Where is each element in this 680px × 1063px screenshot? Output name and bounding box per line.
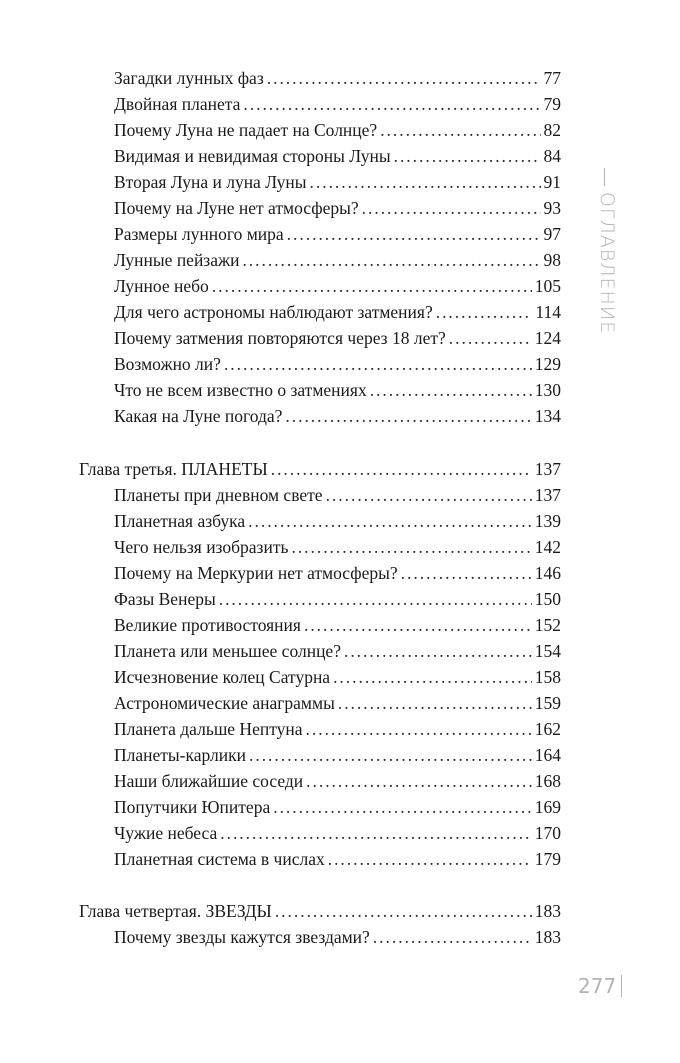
- toc-entry-page: 142: [534, 537, 561, 557]
- toc-entry-title: Планеты-карлики: [114, 745, 246, 765]
- toc-entry[interactable]: [114, 717, 561, 741]
- dot-leader: [219, 587, 532, 611]
- toc-entry[interactable]: [114, 483, 561, 507]
- toc-entry-title: Размеры лунного мира: [114, 224, 284, 244]
- toc-entry-title: Лунные пейзажи: [114, 250, 240, 270]
- toc-entry-title: Возможно ли?: [114, 354, 221, 374]
- toc-entry-page: 97: [543, 224, 561, 244]
- toc-entry-title: Видимая и невидимая стороны Луны: [114, 146, 391, 166]
- toc-entry[interactable]: [114, 743, 561, 767]
- dot-leader: [304, 613, 532, 637]
- toc-entry-title: Планетная система в числах: [114, 849, 325, 869]
- toc-entry[interactable]: [114, 92, 561, 116]
- toc-entry[interactable]: [114, 196, 561, 220]
- toc-entry-title: Планетная азбука: [114, 511, 246, 531]
- page-number-rule: [621, 975, 622, 997]
- toc-chapter[interactable]: [79, 899, 561, 923]
- dot-leader: [248, 509, 532, 533]
- toc-entry-title: Лунное небо: [114, 276, 209, 296]
- toc-entry-title: Для чего астрономы наблюдают затмения?: [114, 302, 433, 322]
- toc-entry-page: 77: [543, 68, 561, 88]
- dot-leader: [449, 326, 532, 350]
- dot-leader: [380, 118, 540, 142]
- toc-entry[interactable]: [114, 222, 561, 246]
- toc-entry-title: Исчезновение колец Сатурна: [114, 667, 331, 687]
- toc-entry[interactable]: [114, 925, 561, 949]
- toc-entry-title: Планеты при дневном свете: [114, 485, 323, 505]
- toc-entry-page: 129: [534, 354, 561, 374]
- toc-entry[interactable]: [114, 66, 561, 90]
- toc-entry-page: 114: [535, 302, 561, 322]
- dot-leader: [287, 222, 541, 246]
- side-section-label: ОГЛАВЛЕНИЕ: [596, 192, 618, 335]
- dot-leader: [267, 66, 541, 90]
- dot-leader: [285, 404, 531, 428]
- toc-entry[interactable]: [114, 144, 561, 168]
- toc-entry-page: 91: [543, 172, 561, 192]
- toc-entry-page: 137: [534, 459, 561, 479]
- toc-entry[interactable]: [114, 561, 561, 585]
- toc-entry-page: 82: [543, 120, 561, 140]
- toc-chapter-title: Глава четвертая. ЗВЕЗДЫ: [79, 901, 272, 921]
- toc-entry-page: 164: [534, 745, 561, 765]
- toc-entry-page: 105: [534, 276, 561, 296]
- toc-entry-page: 183: [534, 901, 561, 921]
- dot-leader: [271, 457, 532, 481]
- dot-leader: [401, 561, 532, 585]
- toc-entry[interactable]: [114, 170, 561, 194]
- toc-entry-page: 179: [534, 849, 561, 869]
- dot-leader: [333, 665, 532, 689]
- toc-entry-page: 170: [534, 823, 561, 843]
- toc-entry-page: 154: [534, 641, 561, 661]
- toc-entry[interactable]: [114, 847, 561, 871]
- toc-entry[interactable]: [114, 326, 561, 350]
- toc-entry-page: 169: [534, 797, 561, 817]
- toc-entry-title: Почему на Меркурии нет атмосферы?: [114, 563, 398, 583]
- toc-entry[interactable]: [114, 639, 561, 663]
- toc-entry-title: Что не всем известно о затмениях: [114, 380, 367, 400]
- toc-entry[interactable]: [114, 769, 561, 793]
- toc-entry-page: 137: [534, 485, 561, 505]
- toc-entry-page: 159: [534, 693, 561, 713]
- dot-leader: [224, 352, 532, 376]
- toc-entry-title: Попутчики Юпитера: [114, 797, 271, 817]
- dot-leader: [338, 691, 532, 715]
- dot-leader: [328, 847, 532, 871]
- toc-entry-page: 158: [534, 667, 561, 687]
- toc-entry[interactable]: [114, 352, 561, 376]
- toc-entry[interactable]: [114, 691, 561, 715]
- toc-entry[interactable]: [114, 378, 561, 402]
- toc-entry-title: Загадки лунных фаз: [114, 68, 264, 88]
- toc-entry-title: Почему Луна не падает на Солнце?: [114, 120, 378, 140]
- toc-entry-title: Почему звезды кажутся звездами?: [114, 927, 370, 947]
- toc-entry-title: Чего нельзя изобразить: [114, 537, 289, 557]
- toc-entry[interactable]: [114, 821, 561, 845]
- toc-entry-title: Двойная планета: [114, 94, 241, 114]
- toc-entry[interactable]: [114, 404, 561, 428]
- toc-chapter-title: Глава третья. ПЛАНЕТЫ: [79, 459, 268, 479]
- toc-entry-title: Планета дальше Нептуна: [114, 719, 303, 739]
- toc-entry-title: Великие противостояния: [114, 615, 301, 635]
- dot-leader: [362, 196, 541, 220]
- toc-entry[interactable]: [114, 509, 561, 533]
- dot-leader: [310, 170, 541, 194]
- dot-leader: [273, 795, 532, 819]
- dot-leader: [326, 483, 532, 507]
- toc-entry-title: Фазы Венеры: [114, 589, 216, 609]
- toc-entry[interactable]: [114, 300, 561, 324]
- toc-entry-page: 162: [534, 719, 561, 739]
- dot-leader: [249, 743, 532, 767]
- toc-entry-page: 124: [534, 328, 561, 348]
- toc-entry-title: Почему затмения повторяются через 18 лет?: [114, 328, 446, 348]
- toc-entry-page: 152: [534, 615, 561, 635]
- toc-entry-page: 150: [534, 589, 561, 609]
- toc-entry-page: 130: [534, 380, 561, 400]
- toc-entry[interactable]: [114, 118, 561, 142]
- toc-entry-page: 93: [543, 198, 561, 218]
- dot-leader: [220, 821, 532, 845]
- toc-entry-page: 146: [534, 563, 561, 583]
- dot-leader: [306, 769, 532, 793]
- dot-leader: [394, 144, 541, 168]
- toc-entry-title: Наши ближайшие соседи: [114, 771, 304, 791]
- dot-leader: [243, 92, 540, 116]
- toc-entry-page: 183: [534, 927, 561, 947]
- toc-chapter[interactable]: [79, 457, 561, 481]
- toc-entry-title: Какая на Луне погода?: [114, 406, 283, 426]
- toc-entry-page: 134: [534, 406, 561, 426]
- toc-entry-title: Вторая Луна и луна Луны: [114, 172, 307, 192]
- toc-entry-title: Астрономические анаграммы: [114, 693, 335, 713]
- toc-entry-page: 84: [543, 146, 561, 166]
- toc-entry-page: 139: [534, 511, 561, 531]
- dot-leader: [212, 274, 532, 298]
- toc-entry[interactable]: [114, 535, 561, 559]
- toc-entry[interactable]: [114, 587, 561, 611]
- toc-entry[interactable]: [114, 665, 561, 689]
- toc-entry-page: 98: [543, 250, 561, 270]
- dot-leader: [344, 639, 532, 663]
- dot-leader: [242, 248, 540, 272]
- toc-entry[interactable]: [114, 795, 561, 819]
- toc-entry[interactable]: [114, 613, 561, 637]
- dot-leader: [436, 300, 533, 324]
- toc-entry-page: 79: [543, 94, 561, 114]
- toc-entry-title: Планета или меньшее солнце?: [114, 641, 341, 661]
- dot-leader: [291, 535, 531, 559]
- toc-entry-title: Чужие небеса: [114, 823, 218, 843]
- dot-leader: [275, 899, 532, 923]
- toc-entry-title: Почему на Луне нет атмосферы?: [114, 198, 359, 218]
- toc-entry-page: 168: [534, 771, 561, 791]
- side-label-rule: [604, 168, 605, 186]
- dot-leader: [370, 378, 532, 402]
- dot-leader: [373, 925, 532, 949]
- toc-entry[interactable]: [114, 274, 561, 298]
- dot-leader: [306, 717, 532, 741]
- page-number: 277: [578, 974, 617, 998]
- toc-entry[interactable]: [114, 248, 561, 272]
